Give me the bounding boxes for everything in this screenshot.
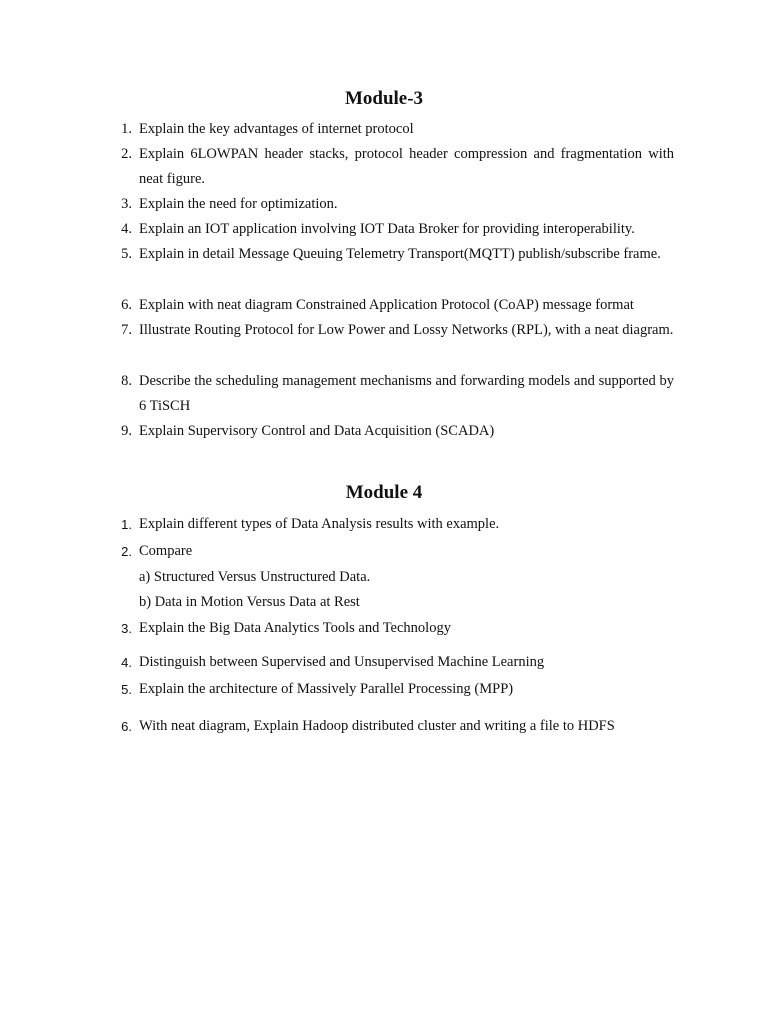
question-text: Explain with neat diagram Constrained Application Protocol (CoAP) message format — [139, 297, 634, 313]
question-number: 6. — [121, 719, 132, 734]
question-text: Explain the need for optimization. — [139, 196, 338, 212]
module-4-question-3 — [110, 616, 674, 641]
question-number: 4. — [121, 221, 132, 237]
question-number: 7. — [121, 322, 132, 338]
question-text: Explain in detail Message Queuing Telemetry Transport(MQTT) publish/subscribe frame. — [139, 246, 661, 262]
compare-subitem-b: b) Data in Motion Versus Data at Rest — [139, 594, 360, 610]
question-number: 9. — [121, 423, 132, 439]
question-number: 5. — [121, 682, 132, 697]
module-3-question-4 — [110, 217, 674, 242]
question-number: 1. — [121, 121, 132, 137]
module-3-question-2 — [110, 142, 674, 192]
question-text: Explain Supervisory Control and Data Acquisition (SCADA) — [139, 423, 495, 439]
module-3-question-5 — [110, 242, 674, 267]
question-text: Explain the key advantages of internet protocol — [139, 121, 414, 137]
question-number: 3. — [121, 621, 132, 636]
module-4-question-6 — [110, 714, 674, 739]
module-4-title: Module 4 — [345, 482, 423, 503]
question-number: 3. — [121, 196, 132, 212]
question-number: 6. — [121, 297, 132, 313]
question-text: Compare — [139, 543, 193, 559]
question-number: 5. — [121, 246, 132, 262]
question-text: Illustrate Routing Protocol for Low Power and Lossy Networks (RPL), with a neat diagram. — [139, 322, 674, 338]
question-number: 2. — [121, 146, 132, 162]
question-text: Explain 6LOWPAN header stacks, protocol header compression and fragmentation with neat figure. — [139, 146, 674, 187]
module-3-question-3 — [110, 192, 674, 217]
question-text: Explain an IOT application involving IOT Data Broker for providing interoperability. — [139, 221, 635, 237]
question-number: 2. — [121, 544, 132, 559]
module-4-question-2 — [110, 539, 674, 564]
question-number: 1. — [121, 517, 132, 532]
question-text: With neat diagram, Explain Hadoop distributed cluster and writing a file to HDFS — [139, 718, 615, 734]
module-3-question-6 — [110, 293, 674, 318]
module-4-question-5 — [110, 677, 674, 702]
question-text: Explain the architecture of Massively Parallel Processing (MPP) — [139, 681, 514, 697]
question-text: Distinguish between Supervised and Unsupervised Machine Learning — [139, 654, 545, 670]
module-3-question-7 — [110, 318, 674, 343]
module-4-question-1 — [110, 512, 674, 537]
module-4-question-4 — [110, 650, 674, 675]
module-3-question-1 — [110, 117, 674, 142]
question-number: 4. — [121, 655, 132, 670]
question-text: Explain the Big Data Analytics Tools and Technology — [139, 620, 451, 636]
question-number: 8. — [121, 373, 132, 389]
compare-subitem-a: a) Structured Versus Unstructured Data. — [139, 569, 371, 585]
module-3-question-8 — [110, 369, 674, 419]
question-text: Describe the scheduling management mechanisms and forwarding models and supported by 6 TiSCH — [139, 373, 674, 414]
question-text: Explain different types of Data Analysis results with example. — [139, 516, 500, 532]
module-3-question-9 — [110, 419, 674, 444]
module-3-title: Module-3 — [344, 88, 424, 109]
